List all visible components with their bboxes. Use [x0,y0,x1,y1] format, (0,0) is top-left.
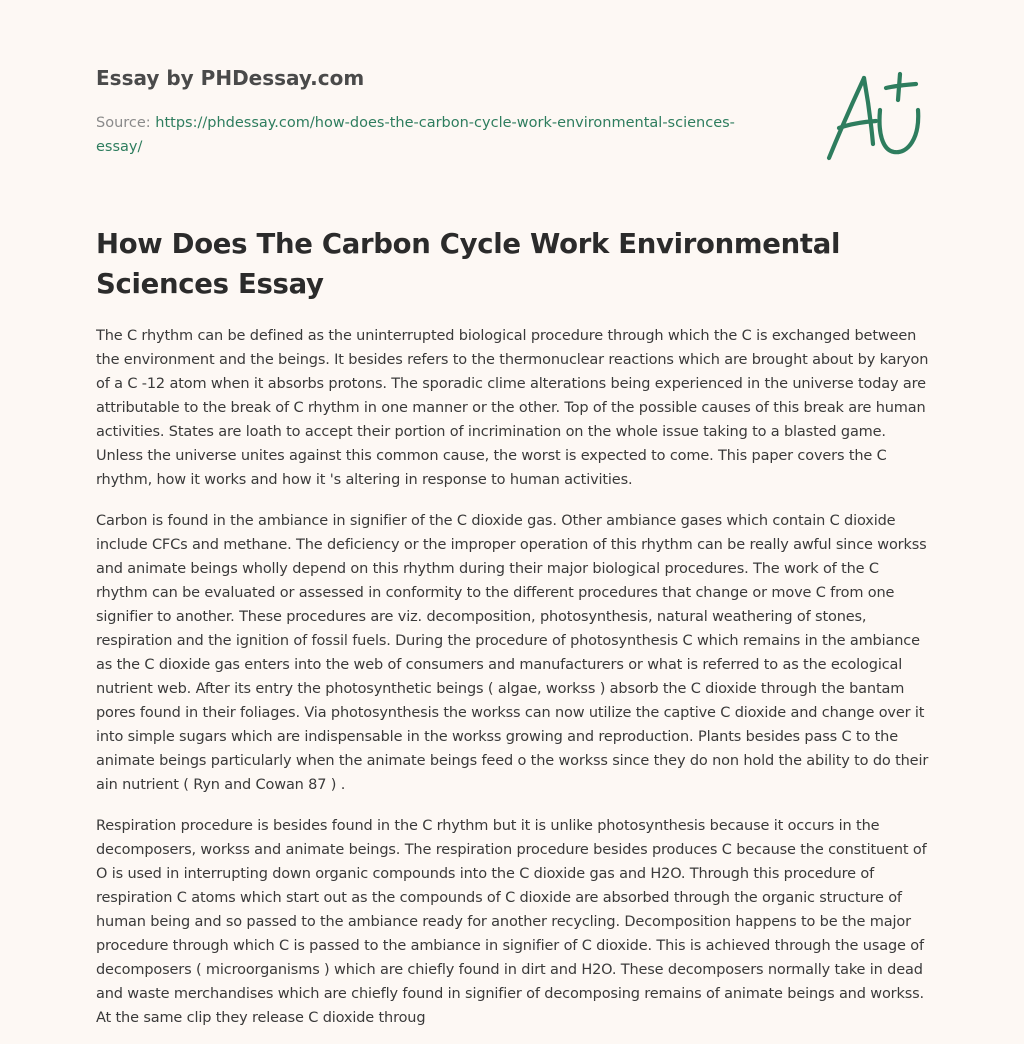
essay-paragraph: The C rhythm can be defined as the uninterrupted biological procedure through which the C is exchanged between the environment and the beings. It besides refers to the thermonuclear reactions which are brought about by karyon of a C -12 atom when it absorbs protons. The sporadic clime alterations being experienced in the universe today are attributable to the break of C rhythm in one manner or the other. Top of the possible causes of this break are human activities. States are loath to accept their portion of incrimination on the whole issue taking to a blasted game. Unless the universe unites against this common cause, the worst is expected to come. This paper covers the C rhythm, how it works and how it 's altering in response to human activities. [96,328,929,488]
page-header [96,64,776,159]
essay-paragraph: Respiration procedure is besides found in the C rhythm but it is unlike photosynthesis because it occurs in the decomposers, workss and animate beings. The respiration procedure besides produces C because the constituent of O is used in interrupting down organic compounds into the C dioxide gas and H2O. Through this procedure of respiration C atoms which start out as the compounds of C dioxide are absorbed through the organic structure of human being and so passed to the ambiance ready for another recycling. Decomposition happens to be the major procedure through which C is passed to the ambiance in signifier of C dioxide. This is achieved through the usage of decomposers ( microorganisms ) which are chiefly found in dirt and H2O. These decomposers normally take in dead and waste merchandises which are chiefly found in signifier of decomposing remains of animate beings and workss. At the same clip they release C dioxide throug [96,818,927,1026]
essay-title: How Does The Carbon Cycle Work Environmental Sciences Essay [96,228,841,300]
source-link[interactable]: https://phdessay.com/how-does-the-carbon-cycle-work-environmental-sciences-essay/ [96,115,735,155]
essay-paragraph: Carbon is found in the ambiance in signifier of the C dioxide gas. Other ambiance gases which contain C dioxide include CFCs and methane. The deficiency or the improper operation of this rhythm can be really awful since workss and animate beings wholly depend on this rhythm during their major biological procedures. The work of the C rhythm can be evaluated or assessed in conformity to the different procedures that change or move C from one signifier to another. These procedures are viz. decomposition, photosynthesis, natural weathering of stones, respiration and the ignition of fossil fuels. During the procedure of photosynthesis C which remains in the ambiance as the C dioxide gas enters into the web of consumers and manufacturers or what is referred to as the ecological nutrient web. After its entry the photosynthetic beings ( algae, workss ) absorb the C dioxide through the bantam pores found in their foliages. Via photosynthesis the workss can now utilize the captive C dioxide and change over it into simple sugars which are indispensable in the workss growing and reproduction. Plants besides pass C to the animate beings particularly when the animate beings feed o the workss since they do non hold the ability to do their ain nutrient ( Ryn and Cowan 87 ) . [96,513,929,793]
source-label: Source: [96,115,156,131]
a-plus-logo-icon [822,70,926,164]
essay-body [96,324,932,1030]
source-line [96,111,776,159]
site-title: Essay by PHDessay.com [96,66,365,90]
